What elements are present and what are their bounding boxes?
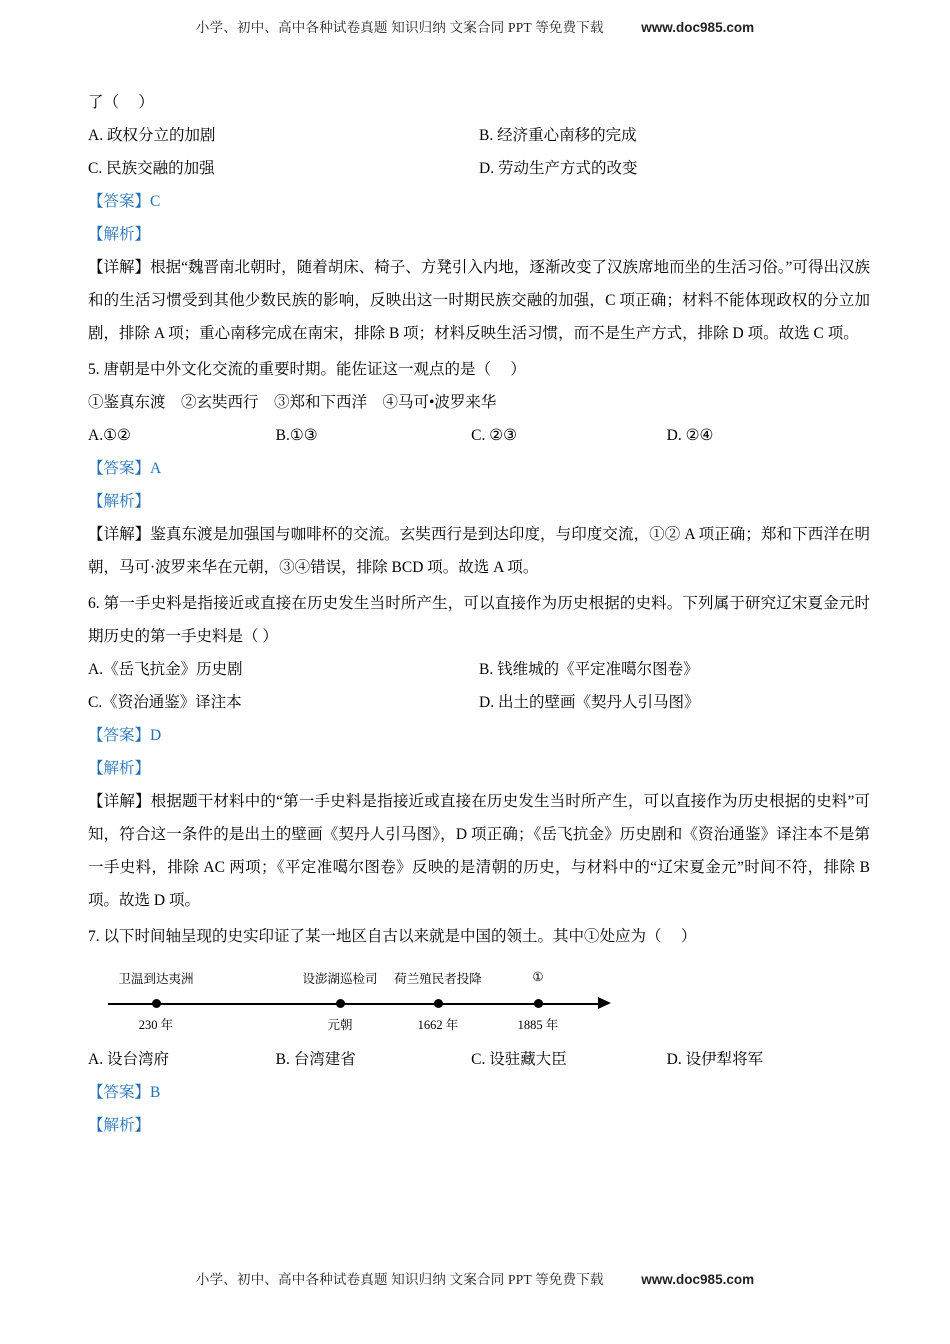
- option-c[interactable]: C.《资治通鉴》译注本: [88, 694, 242, 711]
- question-7-answer: [88, 1076, 870, 1109]
- answer-tag: 【答案】B: [88, 1084, 161, 1101]
- timeline-node-date: 1662 年: [417, 1018, 459, 1032]
- option-b[interactable]: B. 经济重心南移的完成: [479, 127, 637, 144]
- watermark-footer: [0, 1268, 950, 1288]
- answer-tag: 【答案】A: [88, 460, 162, 477]
- watermark-text: 小学、初中、高中各种试卷真题 知识归纳 文案合同 PPT 等免费下载: [195, 20, 604, 35]
- timeline-node-date: 1885 年: [517, 1018, 559, 1032]
- question-5-items: ①鉴真东渡 ②玄奘西行 ③郑和下西洋 ④马可•波罗来华: [88, 394, 497, 411]
- question-6-analysis-label: [88, 752, 870, 785]
- option-b[interactable]: B.①③: [275, 427, 318, 444]
- question-7-stem: 7. 以下时间轴呈现的史实印证了某一地区自古以来就是中国的领土。其中①处应为（ ）: [88, 928, 697, 945]
- question-7-timeline-figure: [88, 961, 870, 1039]
- analysis-tag: 【解析】: [88, 760, 151, 777]
- timeline-node-date: 元朝: [327, 1018, 353, 1032]
- option-d[interactable]: D. 劳动生产方式的改变: [479, 160, 638, 177]
- question-4-options-row-2: [88, 152, 870, 185]
- analysis-tag: 【解析】: [88, 493, 151, 510]
- option-a[interactable]: A.《岳飞抗金》历史剧: [88, 661, 243, 678]
- watermark-site: www.doc985.com: [641, 20, 755, 35]
- option-d[interactable]: D. ②④: [666, 427, 714, 444]
- option-a[interactable]: A. 政权分立的加剧: [88, 127, 216, 144]
- question-4-options-row-1: [88, 119, 870, 152]
- question-6-options-row-2: [88, 686, 870, 719]
- option-b[interactable]: B. 台湾建省: [275, 1051, 356, 1068]
- option-d[interactable]: D. 设伊犁将军: [666, 1051, 764, 1068]
- question-4-analysis-label: [88, 218, 870, 251]
- option-d[interactable]: D. 出土的壁画《契丹人引马图》: [479, 694, 700, 711]
- question-4-answer: [88, 185, 870, 218]
- question-5-options: [88, 419, 870, 452]
- timeline-node-label: 卫温到达夷洲: [118, 972, 194, 986]
- question-6-answer: [88, 719, 870, 752]
- watermark-site: www.doc985.com: [641, 1272, 755, 1287]
- option-a[interactable]: A.①②: [88, 427, 131, 444]
- option-c[interactable]: C. 民族交融的加强: [88, 160, 215, 177]
- watermark-text: 小学、初中、高中各种试卷真题 知识归纳 文案合同 PPT 等免费下载: [195, 1272, 604, 1287]
- timeline-arrowhead-icon: [598, 997, 611, 1009]
- timeline-node-label: 荷兰殖民者投降: [394, 972, 482, 986]
- question-4-continued-stem: 了（ ）: [88, 94, 154, 111]
- timeline-node-label: ①: [532, 970, 544, 984]
- question-7-analysis-label: [88, 1109, 870, 1142]
- analysis-tag: 【解析】: [88, 1117, 151, 1134]
- timeline-node-dot: [152, 999, 161, 1008]
- question-5-answer: [88, 452, 870, 485]
- question-7-options: [88, 1043, 870, 1076]
- timeline-node-label: 设澎湖巡检司: [302, 972, 378, 986]
- question-6-stem: 6. 第一手史料是指接近或直接在历史发生当时所产生，可以直接作为历史根据的史料。下列属于研究辽宋夏金元时期历史的第一手史料是（ ）: [88, 595, 870, 645]
- question-5-analysis-label: [88, 485, 870, 518]
- option-a[interactable]: A. 设台湾府: [88, 1051, 169, 1068]
- question-5-stem: 5. 唐朝是中外文化交流的重要时期。能佐证这一观点的是（ ）: [88, 361, 526, 378]
- question-5-detail: 【详解】鉴真东渡是加强国与咖啡杯的交流。玄奘西行是到达印度，与印度交流，①② A 项正确；郑和下西洋在明朝，马可·波罗来华在元朝，③④错误，排除 BCD 项。故选 A 项。: [88, 526, 870, 576]
- answer-tag: 【答案】C: [88, 193, 161, 210]
- analysis-tag: 【解析】: [88, 226, 151, 243]
- timeline-node-dot: [336, 999, 345, 1008]
- document-body: [88, 84, 870, 1142]
- option-c[interactable]: C. ②③: [471, 427, 518, 444]
- timeline-node-dot: [434, 999, 443, 1008]
- question-6-options-row-1: [88, 653, 870, 686]
- timeline-diagram: [108, 961, 628, 1039]
- option-c[interactable]: C. 设驻藏大臣: [471, 1051, 567, 1068]
- watermark-header: [0, 16, 950, 36]
- question-4-detail: 【详解】根据“魏晋南北朝时，随着胡床、椅子、方凳引入内地，逐渐改变了汉族席地而坐的生活习俗。”可得出汉族和的生活习惯受到其他少数民族的影响，反映出这一时期民族交融的加强，C 项正确；材料不能体现政权的分立加剧，排除 A 项；重心南移完成在南宋，排除 B 项；材料反映生活习惯，而不是生产方式，排除 D 项。故选 C 项。: [88, 259, 870, 342]
- timeline-node-dot: [534, 999, 543, 1008]
- timeline-axis: [108, 1003, 600, 1005]
- option-b[interactable]: B. 钱维城的《平定准噶尔图卷》: [479, 661, 699, 678]
- timeline-node-date: 230 年: [138, 1018, 174, 1032]
- answer-tag: 【答案】D: [88, 727, 162, 744]
- question-6-detail: 【详解】根据题干材料中的“第一手史料是指接近或直接在历史发生当时所产生，可以直接作为历史根据的史料”可知，符合这一条件的是出土的壁画《契丹人引马图》，D 项正确；《岳飞抗金》历史剧和《资治通鉴》译注本不是第一手史料，排除 AC 两项；《平定准噶尔图卷》反映的是清朝的历史，与材料中的“辽宋夏金元”时间不符，排除 B 项。故选 D 项。: [88, 793, 870, 909]
